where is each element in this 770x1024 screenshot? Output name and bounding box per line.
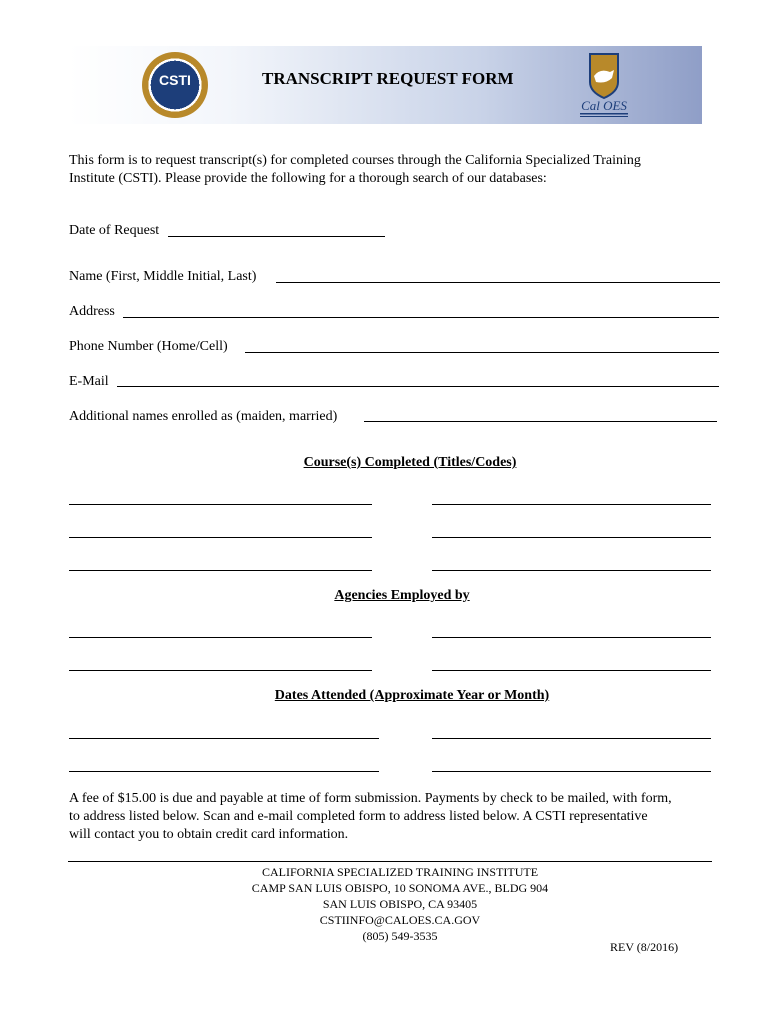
address-label: Address [69, 304, 115, 319]
agency-field-2[interactable] [432, 637, 711, 638]
courses-heading: Course(s) Completed (Titles/Codes) [303, 455, 517, 470]
course-field-4[interactable] [432, 537, 711, 538]
course-field-6[interactable] [432, 570, 711, 571]
footer-email[interactable]: CSTIINFO@CALOES.CA.GOV [319, 913, 481, 927]
course-field-1[interactable] [69, 504, 372, 505]
email-field[interactable] [117, 386, 719, 387]
address-field[interactable] [123, 317, 719, 318]
dates-field-3[interactable] [69, 771, 379, 772]
fee-line-1: A fee of $15.00 is due and payable at time of form submission. Payments by check to be mailed, with form, [69, 791, 672, 806]
dates-heading: Dates Attended (Approximate Year or Month) [274, 688, 550, 703]
name-label: Name (First, Middle Initial, Last) [69, 269, 257, 284]
dates-field-1[interactable] [69, 738, 379, 739]
name-field[interactable] [276, 282, 720, 283]
caloes-logo-text: Cal OES [581, 98, 627, 113]
intro-line-1: This form is to request transcript(s) for completed courses through the California Specialized Training [69, 153, 641, 168]
additional-names-label: Additional names enrolled as (maiden, married) [69, 409, 338, 424]
fee-line-2: to address listed below. Scan and e-mail completed form to address listed below. A CSTI representative [69, 809, 648, 824]
phone-field[interactable] [245, 352, 719, 353]
footer-address [200, 864, 600, 944]
course-field-3[interactable] [69, 537, 372, 538]
date-of-request-field[interactable] [168, 236, 385, 237]
footer-street: CAMP SAN LUIS OBISPO, 10 SONOMA AVE., BLDG 904 [251, 881, 549, 895]
dates-field-4[interactable] [432, 771, 711, 772]
date-of-request-label: Date of Request [69, 223, 160, 238]
caloes-logo [576, 52, 632, 120]
agency-field-4[interactable] [432, 670, 711, 671]
form-title: TRANSCRIPT REQUEST FORM [262, 69, 514, 88]
email-label: E-Mail [69, 374, 109, 389]
phone-label: Phone Number (Home/Cell) [69, 339, 228, 354]
intro-line-2: Institute (CSTI). Please provide the following for a thorough search of our databases: [69, 171, 547, 186]
footer-org: CALIFORNIA SPECIALIZED TRAINING INSTITUTE [261, 865, 539, 879]
course-field-5[interactable] [69, 570, 372, 571]
fee-line-3: will contact you to obtain credit card information. [69, 827, 349, 842]
revision-label: REV (8/2016) [610, 940, 679, 954]
footer-phone: (805) 549-3535 [362, 929, 438, 943]
csti-seal-text: CSTI [159, 72, 191, 88]
dates-field-2[interactable] [432, 738, 711, 739]
footer-city: SAN LUIS OBISPO, CA 93405 [322, 897, 478, 911]
agency-field-1[interactable] [69, 637, 372, 638]
agency-field-3[interactable] [69, 670, 372, 671]
additional-names-field[interactable] [364, 421, 717, 422]
agencies-heading: Agencies Employed by [334, 588, 470, 603]
footer-divider [68, 861, 712, 862]
course-field-2[interactable] [432, 504, 711, 505]
